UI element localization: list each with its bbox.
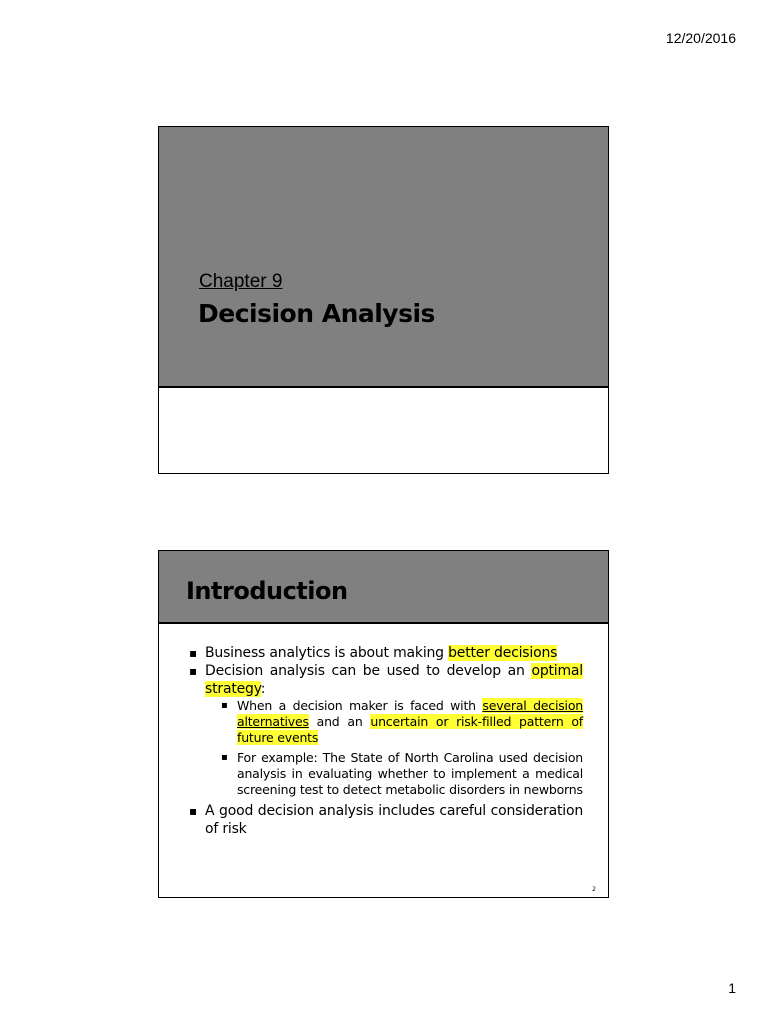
slide-2 — [158, 550, 609, 898]
chapter-label: Chapter 9 — [199, 271, 283, 292]
page-date: 12/20/2016 — [665, 30, 736, 46]
slide-title-band — [159, 127, 608, 388]
slide-title: Introduction — [186, 577, 348, 605]
slide-1 — [158, 126, 609, 474]
bullet-item: ▪ A good decision analysis includes careful consideration of risk — [189, 802, 583, 838]
page-number: 1 — [728, 980, 736, 996]
bullet-item: ▪ Decision analysis can be used to develop an optimal strategy: ▪ When a decision maker is faced with several decision alternatives and an uncertain or risk-filled pattern of future events ▪ For example: The State of North Carolina used decision analysis in evaluating whether to implement a medical screening test to detect metabolic disorders in newborns — [189, 662, 583, 798]
slide-number: 2 — [592, 886, 596, 893]
slide-content — [189, 644, 583, 838]
slide-title-band — [159, 551, 608, 624]
bullet-item: ▪ Business analytics is about making better decisions — [189, 644, 583, 662]
highlighted-text: several decision alternatives — [237, 698, 583, 729]
sub-bullet-item: ▪ For example: The State of North Carolina used decision analysis in evaluating whether to implement a medical screening test to detect metabolic disorders in newborns — [205, 750, 583, 798]
highlighted-text: better decisions — [448, 645, 558, 661]
sub-bullet-item: ▪ When a decision maker is faced with several decision alternatives and an uncertain or risk-filled pattern of future events — [205, 698, 583, 746]
highlighted-text: optimal strategy — [205, 663, 583, 697]
slide-title: Decision Analysis — [198, 299, 435, 328]
highlighted-text: uncertain or risk-filled pattern of future events — [237, 714, 583, 745]
